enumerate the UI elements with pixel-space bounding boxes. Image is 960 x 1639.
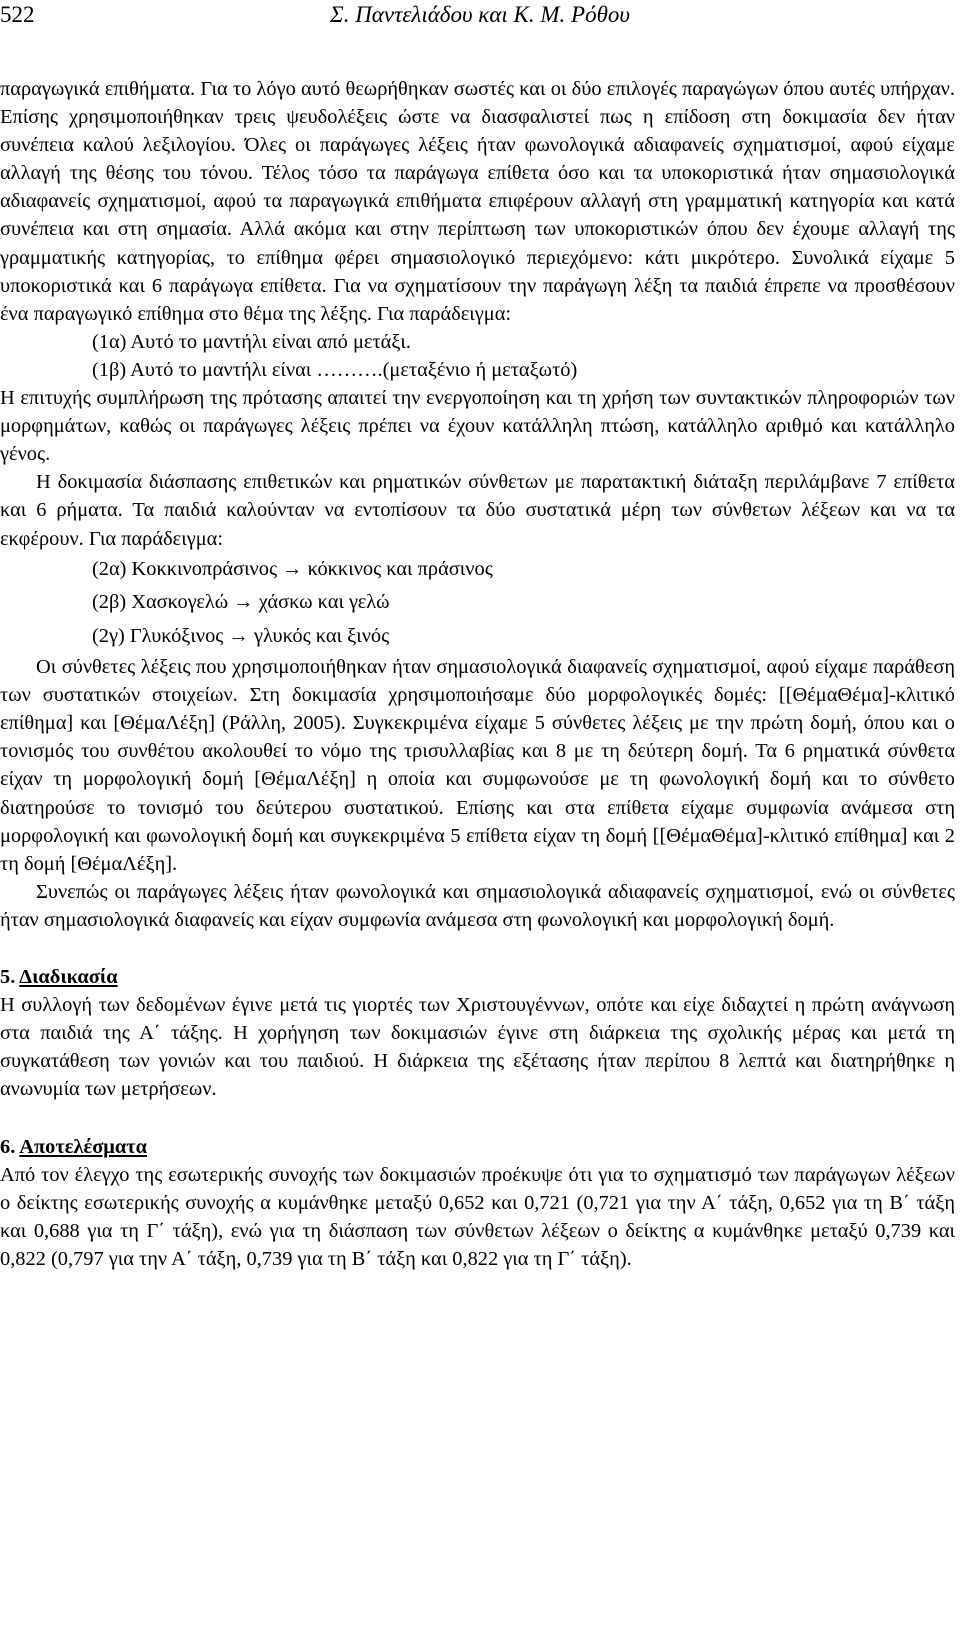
example-1a: (1α) Αυτό το μαντήλι είναι από μετάξι. [92,330,411,353]
paragraph-summary: Συνεπώς οι παράγωγες λέξεις ήταν φωνολογικά και σημασιολογικά αδιαφανείς σχηματισμοί, ενώ οι σύνθετες ήταν σημασιολογικά διαφανείς και είχαν συμφωνία ανάμεσα στη φωνολογική και μορφολογική δομή. [0,880,955,931]
example-2b: (2β) Χασκογελώ → χάσκω και γελώ [92,591,390,614]
page-body [0,75,955,1273]
section-title: Αποτελέσματα [19,1135,148,1158]
example-2c: (2γ) Γλυκόξινος → γλυκός και ξινός [92,624,390,647]
paragraph-derivation-continued: παραγωγικά επιθήματα. Για το λόγο αυτό θεωρήθηκαν σωστές και οι δύο επιλογές παραγώγων όπου αυτές υπήρχαν. Επίσης χρησιμοποιήθηκαν τρεις ψευδολέξεις ώστε να διασφαλιστεί πως η επίδοση στη δοκιμασία δεν ήταν συνέπεια καλού λεξιλογίου. Όλες οι παράγωγες λέξεις ήταν φωνολογικά αδιαφανείς σχηματισμοί, αφού είχαμε αλλαγή της θέσης του τόνου. Τέλος τόσο τα παράγωγα επίθετα όσο και τα υποκοριστικά ήταν σημασιολογικά αδιαφανείς σχηματισμοί, αφού τα παραγωγικά επιθήματα επιφέρουν αλλαγή στη γραμματική κατηγορία και κατά συνέπεια και στη σημασία. Αλλά ακόμα και στην περίπτωση των υποκοριστικών όπου δεν έχουμε αλλαγή της γραμματικής κατηγορίας, το επίθημα φέρει σημασιολογικό περιεχόμενο: κάτι μικρότερο. Συνολικά είχαμε 5 υποκοριστικά και 6 παράγωγα επίθετα. Για να σχηματίσουν την παράγωγη λέξη τα παιδιά έπρεπε να προσθέσουν ένα παραγωγικό επίθημα στο θέμα της λέξης. Για παράδειγμα: [0,78,955,325]
example-2a: (2α) Κοκκινοπράσινος → κόκκινος και πράσινος [92,557,493,580]
page-number: 522 [0,2,35,27]
paragraph-compound-structures: Οι σύνθετες λέξεις που χρησιμοποιήθηκαν ήταν σημασιολογικά διαφανείς σχηματισμοί, αφού είχαμε παράθεση των συστατικών στοιχείων. Στη δοκιμασία χρησιμοποιήσαμε δύο μορφολογικές δομές: [[ΘέμαΘέμα]-κλιτικό επίθημα] και [ΘέμαΛέξη] (Ράλλη, 2005). Συγκεκριμένα είχαμε 5 σύνθετες λέξεις με την πρώτη δομή, όπου και ο τονισμός του συνθέτου ακολουθεί το νόμο της τρισυλλαβίας και 8 με τη δεύτερη δομή. Τα 6 ρηματικά σύνθετα είχαν τη μορφολογική δομή [ΘέμαΛέξη] η οποία και συμφωνούσε με τη φωνολογική δομή και το σύνθετο διατηρούσε το τονισμό του δεύτερου συστατικού. Επίσης και στα επίθετα είχαμε συμφωνία ανάμεσα στη μορφολογική και φωνολογική δομή και συγκεκριμένα 5 επίθετα είχαν τη δομή [[ΘέμαΘέμα]-κλιτικό επίθημα] και 2 τη δομή [ΘέμαΛέξη]. [0,656,955,875]
section-title: Διαδικασία [19,966,118,989]
section-spacer [0,1104,955,1133]
section-number: 5. [0,966,16,989]
paragraph-sentence-completion: Η επιτυχής συμπλήρωση της πρότασης απαιτεί την ενεργοποίηση και τη χρήση των συντακτικών πληροφοριών των μορφημάτων, καθώς οι παράγωγες λέξεις πρέπει να έχουν κατάλληλη πτώση, κατάλληλο αριθμό και κατάλληλο γένος. [0,387,955,466]
example-1b: (1β) Αυτό το μαντήλι είναι ……….(μεταξένιο ή μεταξωτό) [92,358,578,381]
paragraph-results: Από τον έλεγχο της εσωτερικής συνοχής των δοκιμασιών προέκυψε ότι για το σχηματισμό των παράγωγων λέξεων ο δείκτης εσωτερικής συνοχής α κυμάνθηκε μεταξύ 0,652 και 0,721 (0,721 για την Α΄ τάξη, 0,652 για τη Β΄ τάξη και 0,688 για τη Γ΄ τάξη), ενώ για τη διάσπαση των σύνθετων λέξεων ο δείκτης α κυμάνθηκε μεταξύ 0,739 και 0,822 (0,797 για την Α΄ τάξη, 0,739 για τη Β΄ τάξη και 0,822 για τη Γ΄ τάξη). [0,1163,955,1270]
section-heading-results [0,1133,955,1161]
paragraph-procedure: Η συλλογή των δεδομένων έγινε μετά τις γιορτές των Χριστουγέννων, οπότε και είχε διδαχτεί η πρώτη ανάγνωση στα παιδιά της Α΄ τάξης. Η χορήγηση των δοκιμασιών έγινε στη διάρκεια της σχολικής μέρας και μετά τη συγκατάθεση των γονιών και του παιδιού. Η διάρκεια της εξέτασης ήταν περίπου 8 λεπτά και διατηρήθηκε η ανωνυμία των μετρήσεων. [0,994,955,1101]
running-head: Σ. Παντελιάδου και Κ. Μ. Ρόθου [330,2,630,27]
section-heading-procedure [0,963,955,991]
section-spacer [0,934,955,963]
paragraph-compound-task: Η δοκιμασία διάσπασης επιθετικών και ρηματικών σύνθετων με παρατακτική διάταξη περιλάμβανε 7 επίθετα και 6 ρήματα. Τα παιδιά καλούνταν να εντοπίσουν τα δύο συστατικά μέρη των σύνθετων λέξεων και να τα εκφέρουν. Για παράδειγμα: [0,471,955,550]
page-header [0,0,960,30]
section-number: 6. [0,1135,16,1158]
